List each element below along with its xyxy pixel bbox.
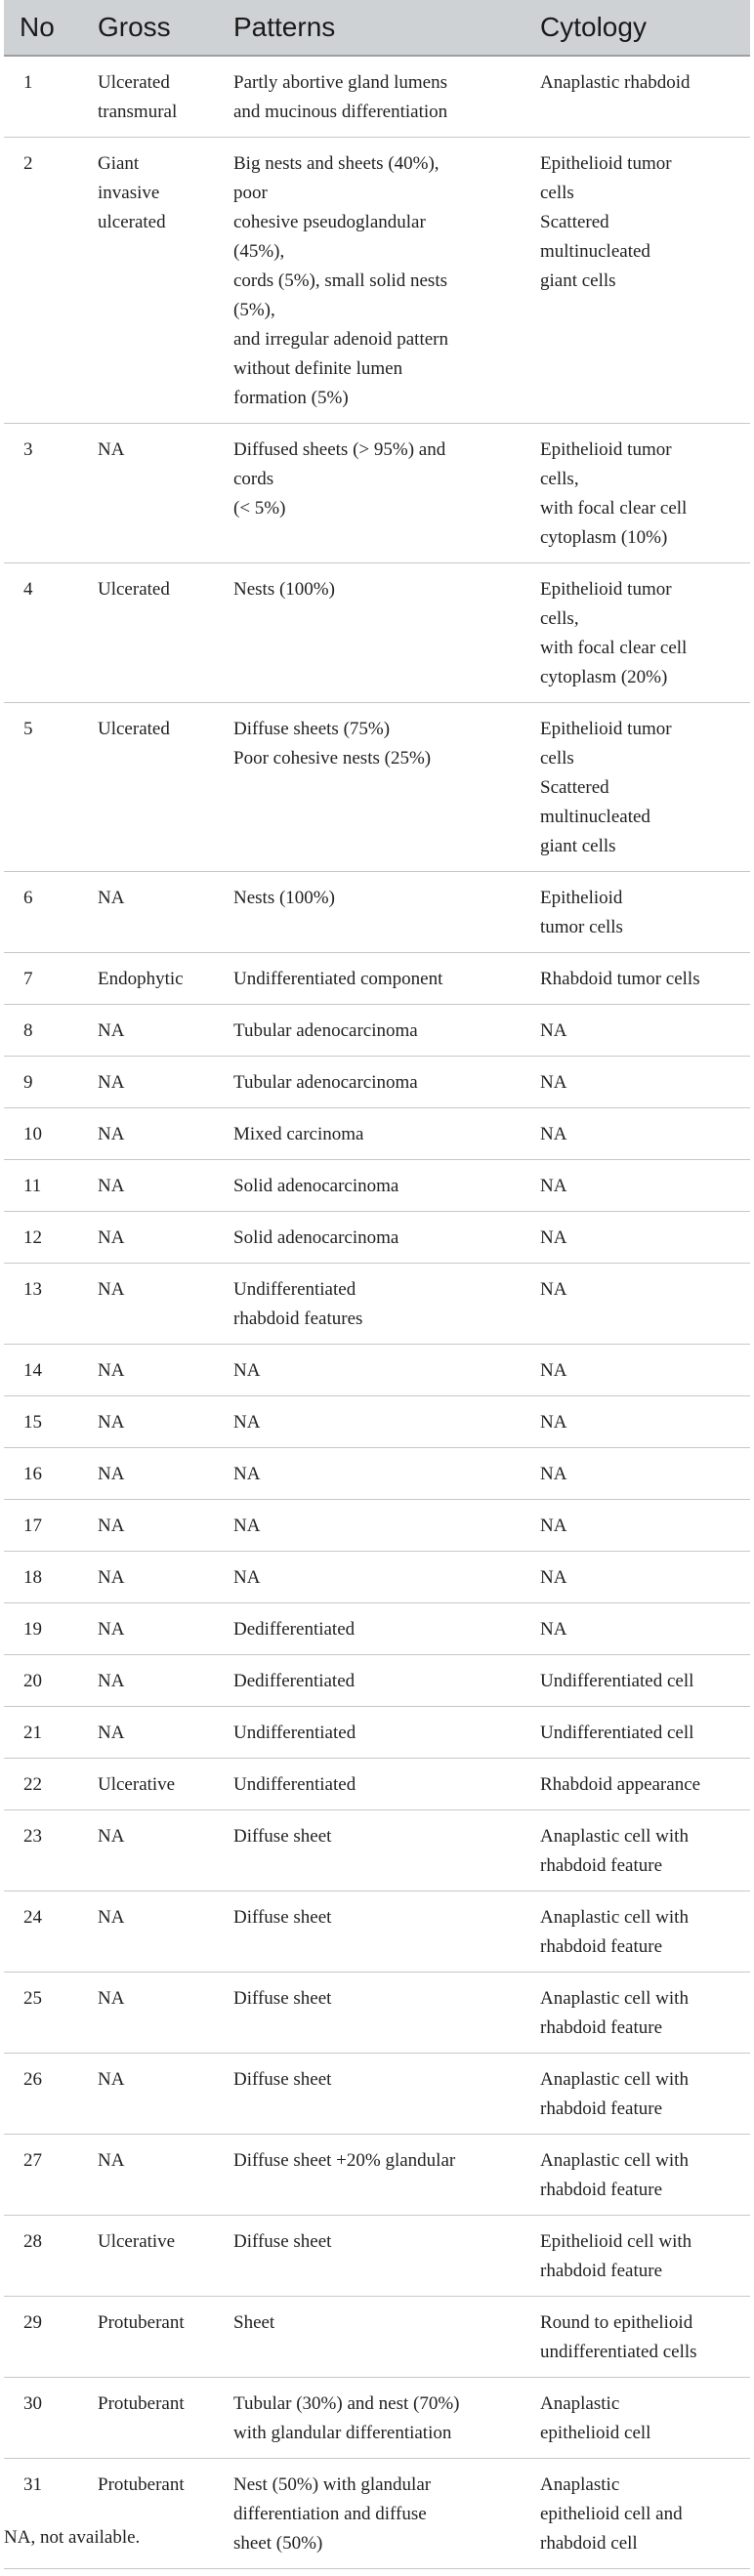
data-table [4, 0, 750, 2569]
table-row [4, 1212, 750, 1264]
cell-cytology: Undifferentiated cell [521, 1707, 750, 1759]
cell-gross: Ulcerated [78, 563, 214, 703]
cell-no: 4 [4, 563, 78, 703]
cell-cytology: Epithelioid tumor cells, with focal clear cell cytoplasm (20%) [521, 563, 750, 703]
header-patterns: Patterns [214, 0, 521, 56]
table-row [4, 1707, 750, 1759]
cell-gross: NA [78, 1448, 214, 1500]
cell-no: 19 [4, 1603, 78, 1655]
table-row [4, 56, 750, 138]
cell-no: 8 [4, 1005, 78, 1057]
table-row [4, 1891, 750, 1973]
cell-patterns: NA [214, 1448, 521, 1500]
table-row [4, 2378, 750, 2459]
cell-no: 13 [4, 1264, 78, 1345]
cell-gross: Ulcerative [78, 1759, 214, 1810]
cell-cytology: Round to epithelioid undifferentiated cells [521, 2297, 750, 2378]
cell-no: 28 [4, 2216, 78, 2297]
cell-patterns: Tubular (30%) and nest (70%) with glandular differentiation [214, 2378, 521, 2459]
cell-gross: NA [78, 1160, 214, 1212]
table-row [4, 872, 750, 953]
table-row [4, 1655, 750, 1707]
cell-no: 12 [4, 1212, 78, 1264]
cell-gross: NA [78, 1212, 214, 1264]
table-row [4, 1108, 750, 1160]
header-row [4, 0, 750, 56]
cell-gross: NA [78, 872, 214, 953]
cell-no: 29 [4, 2297, 78, 2378]
cell-cytology: Epithelioid tumor cells, with focal clear cell cytoplasm (10%) [521, 424, 750, 563]
cell-patterns: Tubular adenocarcinoma [214, 1057, 521, 1108]
table-row [4, 2459, 750, 2569]
cell-cytology: Rhabdoid appearance [521, 1759, 750, 1810]
cell-cytology: NA [521, 1552, 750, 1603]
table-row [4, 1810, 750, 1891]
header-cytology: Cytology [521, 0, 750, 56]
cell-patterns: Diffuse sheet [214, 1973, 521, 2054]
cell-cytology: Anaplastic cell with rhabdoid feature [521, 1810, 750, 1891]
cell-patterns: Nests (100%) [214, 563, 521, 703]
cell-patterns: Diffuse sheet [214, 1891, 521, 1973]
table-row [4, 953, 750, 1005]
cell-no: 6 [4, 872, 78, 953]
table-row [4, 703, 750, 872]
cell-cytology: Anaplastic epithelioid cell and rhabdoid cell [521, 2459, 750, 2569]
cell-gross: Protuberant [78, 2459, 214, 2569]
table-row [4, 1448, 750, 1500]
cell-cytology: Anaplastic cell with rhabdoid feature [521, 1891, 750, 1973]
header-no: No [4, 0, 78, 56]
table-row [4, 1160, 750, 1212]
cell-patterns: Nest (50%) with glandular differentiation and diffuse sheet (50%) [214, 2459, 521, 2569]
cell-cytology: NA [521, 1500, 750, 1552]
cell-cytology: NA [521, 1160, 750, 1212]
cell-no: 17 [4, 1500, 78, 1552]
cell-gross: NA [78, 1345, 214, 1396]
table-row [4, 1500, 750, 1552]
cell-cytology: NA [521, 1396, 750, 1448]
cell-patterns: Dedifferentiated [214, 1655, 521, 1707]
cell-gross: NA [78, 1396, 214, 1448]
cell-cytology: NA [521, 1212, 750, 1264]
cell-patterns: Undifferentiated [214, 1707, 521, 1759]
cell-gross: NA [78, 1603, 214, 1655]
cell-gross: NA [78, 424, 214, 563]
cell-no: 21 [4, 1707, 78, 1759]
table-row [4, 424, 750, 563]
cell-no: 2 [4, 138, 78, 424]
cell-no: 16 [4, 1448, 78, 1500]
cell-no: 27 [4, 2135, 78, 2216]
cell-no: 18 [4, 1552, 78, 1603]
cell-patterns: Tubular adenocarcinoma [214, 1005, 521, 1057]
table-footnote: NA, not available. [4, 2527, 141, 2548]
cell-no: 14 [4, 1345, 78, 1396]
table-row [4, 138, 750, 424]
cell-patterns: Diffuse sheet [214, 1810, 521, 1891]
cell-cytology: NA [521, 1108, 750, 1160]
cell-no: 9 [4, 1057, 78, 1108]
cell-no: 15 [4, 1396, 78, 1448]
header-gross: Gross [78, 0, 214, 56]
cell-gross: NA [78, 1500, 214, 1552]
cell-cytology: Undifferentiated cell [521, 1655, 750, 1707]
table-row [4, 1973, 750, 2054]
cell-no: 11 [4, 1160, 78, 1212]
cell-no: 1 [4, 56, 78, 138]
cell-cytology: Anaplastic cell with rhabdoid feature [521, 2054, 750, 2135]
cell-no: 30 [4, 2378, 78, 2459]
table-row [4, 2297, 750, 2378]
cell-cytology: NA [521, 1057, 750, 1108]
cell-gross: NA [78, 1810, 214, 1891]
cell-gross: Protuberant [78, 2297, 214, 2378]
cell-no: 5 [4, 703, 78, 872]
cell-cytology: Anaplastic cell with rhabdoid feature [521, 1973, 750, 2054]
table-row [4, 1396, 750, 1448]
cell-cytology: Epithelioid tumor cells Scattered multinucleated giant cells [521, 703, 750, 872]
cell-no: 26 [4, 2054, 78, 2135]
cell-gross: NA [78, 1973, 214, 2054]
cell-patterns: Solid adenocarcinoma [214, 1212, 521, 1264]
cell-no: 24 [4, 1891, 78, 1973]
cell-patterns: Diffuse sheet [214, 2216, 521, 2297]
cell-patterns: Diffuse sheets (75%) Poor cohesive nests (25%) [214, 703, 521, 872]
table-row [4, 1005, 750, 1057]
cell-gross: NA [78, 1108, 214, 1160]
table-row [4, 2216, 750, 2297]
cell-cytology: NA [521, 1345, 750, 1396]
table-row [4, 2135, 750, 2216]
cell-gross: NA [78, 1005, 214, 1057]
cell-gross: NA [78, 1891, 214, 1973]
cell-gross: Ulcerative [78, 2216, 214, 2297]
cell-cytology: NA [521, 1264, 750, 1345]
table-row [4, 2054, 750, 2135]
table-row [4, 1552, 750, 1603]
cell-patterns: Diffused sheets (> 95%) and cords (< 5%) [214, 424, 521, 563]
cell-gross: Endophytic [78, 953, 214, 1005]
cell-no: 25 [4, 1973, 78, 2054]
cell-patterns: NA [214, 1345, 521, 1396]
cell-patterns: Mixed carcinoma [214, 1108, 521, 1160]
cell-patterns: Big nests and sheets (40%), poor cohesive pseudoglandular (45%), cords (5%), small solid nests (5%), and irregular adenoid pattern without definite lumen formation (5%) [214, 138, 521, 424]
table-body [4, 56, 750, 2569]
cell-cytology: NA [521, 1005, 750, 1057]
table-row [4, 1264, 750, 1345]
cell-cytology: Anaplastic cell with rhabdoid feature [521, 2135, 750, 2216]
cell-no: 10 [4, 1108, 78, 1160]
cell-no: 22 [4, 1759, 78, 1810]
table-row [4, 1345, 750, 1396]
cell-cytology: Epithelioid tumor cells Scattered multinucleated giant cells [521, 138, 750, 424]
cell-patterns: Undifferentiated rhabdoid features [214, 1264, 521, 1345]
cell-gross: NA [78, 1057, 214, 1108]
cell-gross: Ulcerated transmural [78, 56, 214, 138]
cell-gross: NA [78, 1707, 214, 1759]
table-row [4, 563, 750, 703]
cell-gross: NA [78, 1655, 214, 1707]
cell-gross: Ulcerated [78, 703, 214, 872]
cell-gross: Protuberant [78, 2378, 214, 2459]
cell-patterns: NA [214, 1500, 521, 1552]
cell-patterns: Sheet [214, 2297, 521, 2378]
cell-no: 3 [4, 424, 78, 563]
cell-patterns: Partly abortive gland lumens and mucinous differentiation [214, 56, 521, 138]
cell-patterns: Nests (100%) [214, 872, 521, 953]
cell-cytology: Rhabdoid tumor cells [521, 953, 750, 1005]
cell-no: 23 [4, 1810, 78, 1891]
table-row [4, 1057, 750, 1108]
cell-cytology: Epithelioid cell with rhabdoid feature [521, 2216, 750, 2297]
cell-patterns: Undifferentiated component [214, 953, 521, 1005]
cell-no: 20 [4, 1655, 78, 1707]
cell-gross: Giant invasive ulcerated [78, 138, 214, 424]
cell-patterns: Undifferentiated [214, 1759, 521, 1810]
cell-patterns: Diffuse sheet +20% glandular [214, 2135, 521, 2216]
cell-cytology: Anaplastic rhabdoid [521, 56, 750, 138]
cell-gross: NA [78, 1552, 214, 1603]
table-row [4, 1759, 750, 1810]
cell-cytology: Anaplastic epithelioid cell [521, 2378, 750, 2459]
cell-cytology: NA [521, 1603, 750, 1655]
cell-no: 31 [4, 2459, 78, 2569]
cell-patterns: NA [214, 1552, 521, 1603]
cell-cytology: NA [521, 1448, 750, 1500]
cell-gross: NA [78, 1264, 214, 1345]
cell-no: 7 [4, 953, 78, 1005]
table-header [4, 0, 750, 56]
cell-patterns: Dedifferentiated [214, 1603, 521, 1655]
cell-patterns: Diffuse sheet [214, 2054, 521, 2135]
cell-patterns: NA [214, 1396, 521, 1448]
cell-gross: NA [78, 2135, 214, 2216]
table-row [4, 1603, 750, 1655]
cell-cytology: Epithelioid tumor cells [521, 872, 750, 953]
cell-patterns: Solid adenocarcinoma [214, 1160, 521, 1212]
cell-gross: NA [78, 2054, 214, 2135]
